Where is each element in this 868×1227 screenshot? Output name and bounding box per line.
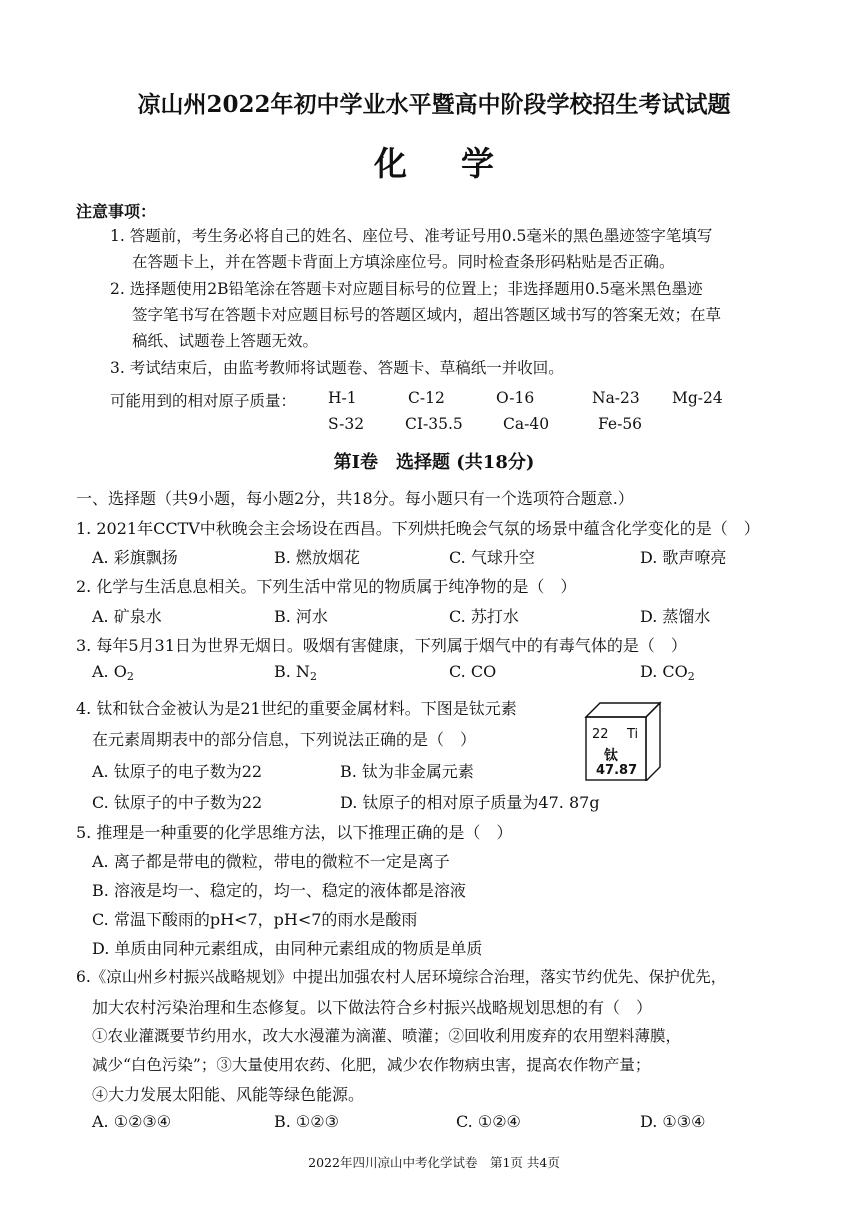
question-2-stem: 2. 化学与生活息息相关。下列生活中常见的物质属于纯净物的是（ ）	[76, 577, 577, 596]
question-4-stem-line1: 4. 钛和钛合金被认为是21世纪的重要金属材料。下图是钛元素	[76, 699, 517, 718]
question-6-statement-line2: 减少“白色污染”；③大量使用农药、化肥，减少农作物病虫害，提高农作物产量；	[92, 1056, 651, 1074]
exam-title: 凉山州2022年初中学业水平暨高中阶段学校招生考试试题	[137, 91, 731, 118]
element-atomic-number: 22	[592, 727, 609, 742]
atomic-mass-s: S-32	[328, 415, 365, 433]
question-4-option-c: C. 钛原子的中子数为22	[92, 793, 263, 812]
atomic-mass-h: H-1	[328, 389, 357, 407]
option-text: A. O	[92, 662, 127, 681]
question-3-option-c: C. CO	[449, 662, 497, 681]
atomic-mass-o: O-16	[496, 389, 535, 407]
question-6-option-c: C. ①②④	[456, 1112, 521, 1131]
question-3-stem: 3. 每年5月31日为世界无烟日。吸烟有害健康，下列属于烟气中的有毒气体的是（ ）	[76, 636, 687, 655]
atomic-mass-cl: CI-35.5	[405, 415, 463, 433]
page-footer: 2022年四川凉山中考化学试卷 第1页 共4页	[308, 1155, 560, 1170]
notice-item-2-cont: 签字笔书写在答题卡对应题目标号的答题区域内，超出答题区域书写的答案无效；在草	[132, 306, 722, 324]
option-text: B. N	[274, 662, 310, 681]
question-3-option-d	[640, 662, 695, 683]
part-one-title: 第Ⅰ卷 选择题 (共18分)	[333, 452, 535, 473]
atomic-mass-na: Na-23	[592, 389, 640, 407]
question-5-option-b: B. 溶液是均一、稳定的，均一、稳定的液体都是溶液	[92, 881, 466, 900]
section-heading: 一、选择题（共9小题，每小题2分，共18分。每小题只有一个选项符合题意.）	[76, 489, 634, 508]
atomic-mass-mg: Mg-24	[672, 389, 723, 407]
question-6-stem-line1: 6.《凉山州乡村振兴战略规划》中提出加强农村人居环境综合治理，落实节约优先、保护优先，	[76, 968, 727, 986]
element-atomic-mass: 47.87	[596, 763, 638, 778]
atomic-mass-fe: Fe-56	[598, 415, 643, 433]
question-5-option-c: C. 常温下酸雨的pH<7，pH<7的雨水是酸雨	[92, 910, 418, 929]
question-1-stem: 1. 2021年CCTV中秋晚会主会场设在西昌。下列烘托晚会气氛的场景中蕴含化学变化的是（ ）	[76, 519, 760, 538]
atomic-mass-label: 可能用到的相对原子质量：	[110, 392, 297, 410]
element-symbol: Ti	[627, 727, 639, 742]
subject-title: 化学	[374, 144, 548, 183]
element-name: 钛	[604, 748, 618, 764]
question-2-option-d: D. 蒸馏水	[640, 607, 711, 626]
question-6-option-a: A. ①②③④	[92, 1112, 172, 1131]
question-4-option-d: D. 钛原子的相对原子质量为47. 87g	[340, 793, 600, 812]
question-5-option-a: A. 离子都是带电的微粒，带电的微粒不一定是离子	[92, 852, 450, 871]
question-1-option-c: C. 气球升空	[449, 548, 535, 567]
notice-item-2: 2. 选择题使用2B铅笔涂在答题卡对应题目标号的位置上；非选择题用0.5毫米黑色墨迹	[110, 280, 703, 298]
notice-item-1: 1. 答题前，考生务必将自己的姓名、座位号、准考证号用0.5毫米的黑色墨迹签字笔填写	[110, 227, 713, 245]
question-4-stem-line2: 在元素周期表中的部分信息，下列说法正确的是（ ）	[92, 730, 477, 749]
notice-item-3: 3. 考试结束后，由监考教师将试题卷、答题卡、草稿纸一并收回。	[110, 359, 564, 377]
subscript: 2	[687, 670, 695, 683]
notice-item-2-cont2: 稿纸、试题卷上答题无效。	[132, 332, 319, 350]
question-6-statement-line3: ④大力发展太阳能、风能等绿色能源。	[92, 1085, 365, 1104]
notice-heading: 注意事项：	[76, 202, 157, 221]
question-3-option-a	[92, 662, 134, 683]
atomic-mass-ca: Ca-40	[503, 415, 550, 433]
question-2-option-b: B. 河水	[274, 607, 328, 626]
question-6-option-d: D. ①③④	[640, 1112, 706, 1131]
question-1-option-a: A. 彩旗飘扬	[92, 548, 178, 567]
question-1-option-d: D. 歌声嘹亮	[640, 548, 727, 567]
question-4-option-a: A. 钛原子的电子数为22	[92, 762, 263, 781]
subscript: 2	[309, 670, 317, 683]
question-4-option-b: B. 钛为非金属元素	[340, 762, 474, 781]
subscript: 2	[126, 670, 134, 683]
question-1-option-b: B. 燃放烟花	[274, 548, 360, 567]
question-6-stem-line2: 加大农村污染治理和生态修复。以下做法符合乡村振兴战略规划思想的有（ ）	[92, 998, 653, 1017]
atomic-mass-c: C-12	[408, 389, 445, 407]
question-3-option-b	[274, 662, 317, 683]
question-2-option-c: C. 苏打水	[449, 607, 519, 626]
question-2-option-a: A. 矿泉水	[92, 607, 162, 626]
question-6-option-b: B. ①②③	[274, 1112, 339, 1131]
question-6-statement-line1: ①农业灌溉要节约用水，改大水漫灌为滴灌、喷灌；②回收利用废弃的农用塑料薄膜，	[92, 1027, 682, 1045]
notice-item-1-cont: 在答题卡上，并在答题卡背面上方填涂座位号。同时检查条形码粘贴是否正确。	[132, 253, 675, 271]
question-5-option-d: D. 单质由同种元素组成，由同种元素组成的物质是单质	[92, 939, 483, 958]
question-5-stem: 5. 推理是一种重要的化学思维方法，以下推理正确的是（ ）	[76, 823, 513, 842]
option-text: D. CO	[640, 662, 688, 681]
